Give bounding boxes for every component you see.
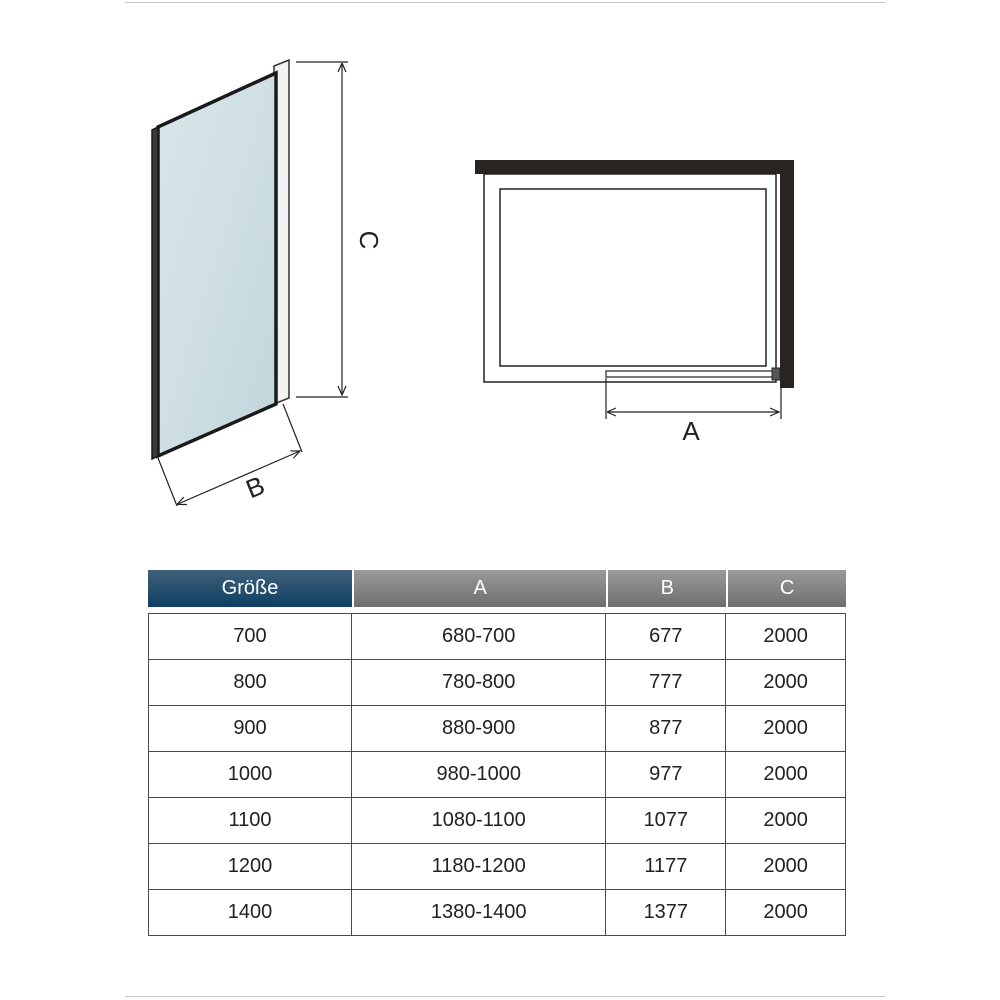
header-c: C (726, 570, 846, 607)
wall-back (475, 160, 794, 174)
table-row (148, 613, 846, 660)
cell-b: 1077 (606, 798, 726, 844)
glass-frame-edge (152, 127, 158, 459)
table-row (148, 844, 846, 890)
cell-a: 1180-1200 (352, 844, 606, 890)
glass-panel-perspective (152, 60, 289, 459)
shower-tray-inner (500, 189, 766, 366)
cell-a: 980-1000 (352, 752, 606, 798)
table-row (148, 798, 846, 844)
table-row (148, 752, 846, 798)
cell-a: 680-700 (352, 613, 606, 660)
cell-size: 1400 (148, 890, 352, 936)
cell-c: 2000 (726, 798, 846, 844)
cell-c: 2000 (726, 844, 846, 890)
cell-b: 977 (606, 752, 726, 798)
table-row (148, 706, 846, 752)
table-row (148, 890, 846, 936)
dimension-b-label: B (241, 469, 269, 505)
cell-b: 677 (606, 613, 726, 660)
cell-size: 1200 (148, 844, 352, 890)
floor-plan (475, 160, 794, 388)
cell-c: 2000 (726, 890, 846, 936)
table-row (148, 660, 846, 706)
cell-size: 1000 (148, 752, 352, 798)
cell-c: 2000 (726, 752, 846, 798)
cell-a: 880-900 (352, 706, 606, 752)
header-size: Größe (148, 570, 352, 607)
header-a: A (352, 570, 606, 607)
cell-a: 780-800 (352, 660, 606, 706)
glass-pane (158, 73, 276, 456)
cell-b: 777 (606, 660, 726, 706)
dimension-c-label: C (354, 230, 385, 250)
wall-side (780, 160, 794, 388)
header-b: B (606, 570, 726, 607)
wall-profile-top (772, 368, 780, 380)
cell-size: 1100 (148, 798, 352, 844)
cell-a: 1380-1400 (352, 890, 606, 936)
shower-tray-outer (484, 174, 776, 382)
bottom-divider (125, 996, 885, 997)
cell-size: 900 (148, 706, 352, 752)
cell-size: 700 (148, 613, 352, 660)
glass-panel-top (606, 371, 774, 377)
dimension-c (296, 62, 384, 397)
dimension-a-label: A (682, 415, 700, 446)
size-table (148, 570, 846, 936)
cell-c: 2000 (726, 613, 846, 660)
cell-b: 1377 (606, 890, 726, 936)
cell-size: 800 (148, 660, 352, 706)
cell-b: 877 (606, 706, 726, 752)
cell-b: 1177 (606, 844, 726, 890)
cell-a: 1080-1100 (352, 798, 606, 844)
table-header-row (148, 570, 846, 607)
cell-c: 2000 (726, 706, 846, 752)
cell-c: 2000 (726, 660, 846, 706)
dimension-a (606, 378, 781, 446)
